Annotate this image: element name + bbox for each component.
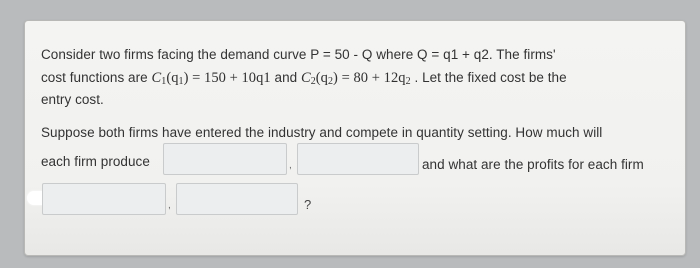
and-text: and — [274, 70, 301, 85]
cost-function-2: $C_2(q_2) = 80 + 12q_2$ — [301, 70, 411, 87]
firm2-quantity-input[interactable] — [297, 143, 419, 175]
question-mark: ? — [304, 197, 312, 212]
fixed-cost-text: . Let the fixed cost be the — [414, 70, 567, 85]
cost-intro-text: cost functions are — [41, 70, 152, 85]
question-line-5-suffix: and what are the profits for each firm — [422, 157, 644, 172]
question-line-3: entry cost. — [41, 92, 104, 107]
question-line-2 — [41, 70, 567, 87]
firm1-profit-input[interactable] — [42, 183, 166, 215]
question-line-5-prefix: each firm produce — [41, 154, 150, 169]
firm1-quantity-input[interactable] — [163, 143, 287, 175]
separator-comma-1: , — [289, 160, 292, 171]
question-line-4: Suppose both firms have entered the industry and compete in quantity setting. How much will — [41, 125, 603, 140]
separator-comma-2: , — [168, 200, 171, 211]
firm2-profit-input[interactable] — [176, 183, 298, 215]
cost-function-1: $C_1(q_1) = 150 + 10q1$ — [151, 70, 271, 87]
question-line-1: Consider two firms facing the demand curve P = 50 - Q where Q = q1 + q2. The firms' — [41, 47, 556, 62]
